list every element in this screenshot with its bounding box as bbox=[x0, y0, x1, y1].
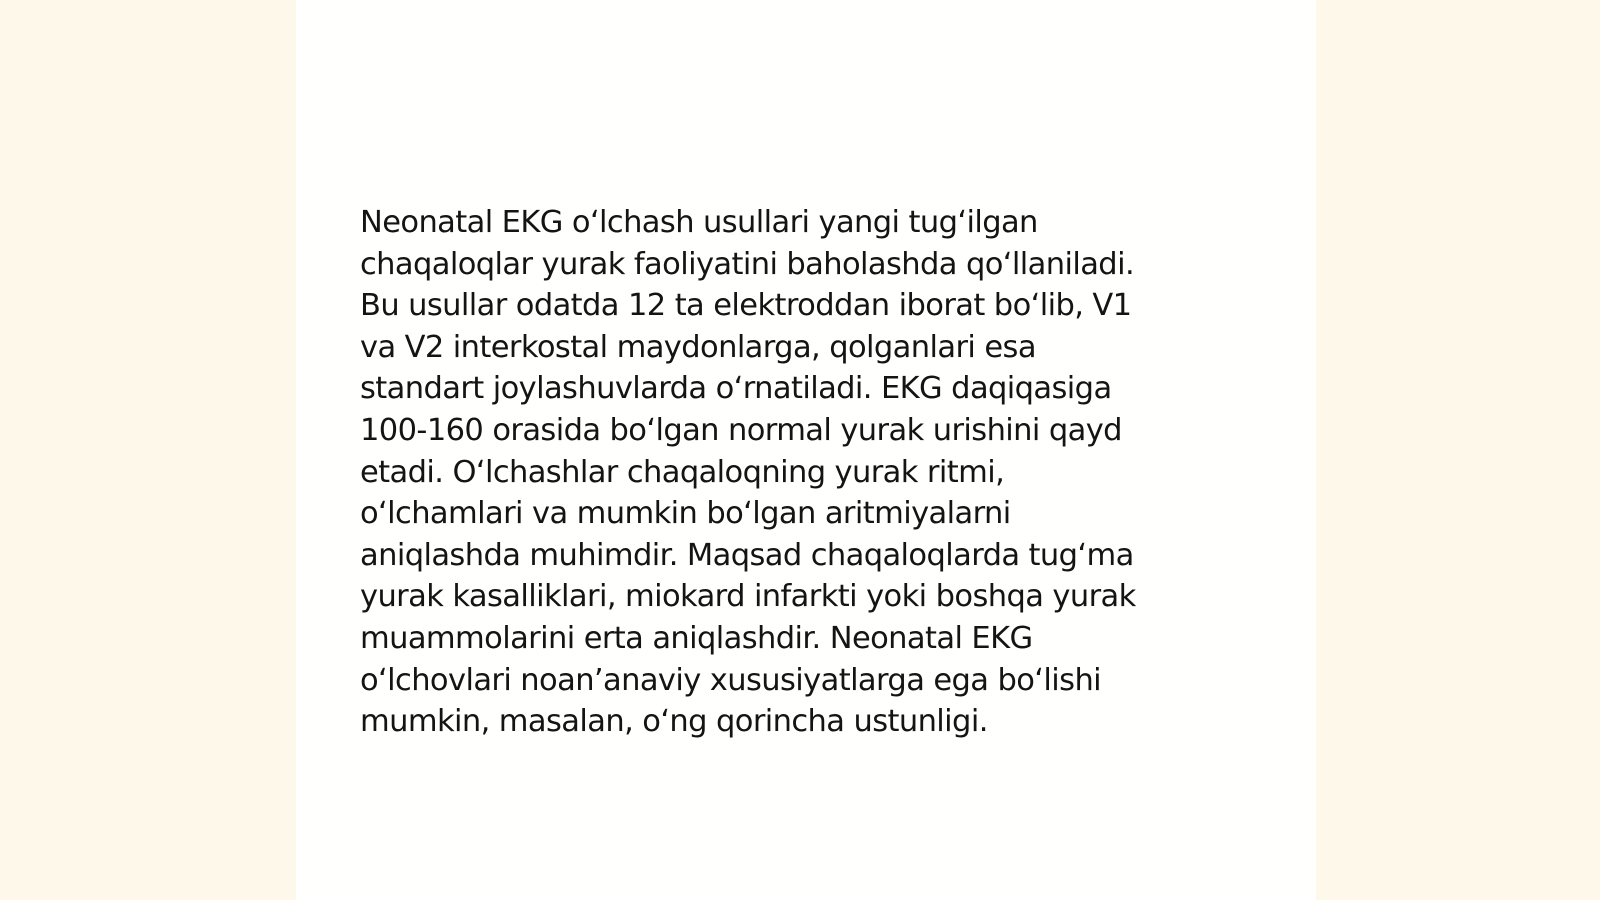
paragraph-line: oʻlchovlari noanʼanaviy xususiyatlarga ega boʻlishi bbox=[360, 662, 1102, 698]
paragraph-line: yurak kasalliklari, miokard infarkti yoki boshqa yurak bbox=[360, 579, 1136, 615]
paragraph-line: etadi. Oʻlchashlar chaqaloqning yurak ritmi, bbox=[360, 454, 1005, 490]
paragraph-line: aniqlashda muhimdir. Maqsad chaqaloqlarda tugʻma bbox=[360, 537, 1134, 573]
paragraph-line: Neonatal EKG oʻlchash usullari yangi tugʻilgan bbox=[360, 205, 1038, 240]
paragraph-line: standart joylashuvlarda oʻrnatiladi. EKG daqiqasiga bbox=[360, 371, 1112, 407]
paragraph-line: va V2 interkostal maydonlarga, qolganlari esa bbox=[360, 329, 1036, 365]
paragraph-line: mumkin, masalan, oʻng qorincha ustunligi. bbox=[360, 704, 988, 740]
paragraph-line: muammolarini erta aniqlashdir. Neonatal EKG bbox=[360, 620, 1033, 656]
body-paragraph bbox=[360, 202, 1240, 743]
paragraph-line: chaqaloqlar yurak faoliyatini baholashda qoʻllaniladi. bbox=[360, 246, 1135, 282]
document-sheet bbox=[296, 0, 1316, 900]
paragraph-line: 100-160 orasida boʻlgan normal yurak urishini qayd bbox=[360, 412, 1122, 448]
paragraph-line: oʻlchamlari va mumkin boʻlgan aritmiyalarni bbox=[360, 496, 1011, 532]
paragraph-line: Bu usullar odatda 12 ta elektroddan iborat boʻlib, V1 bbox=[360, 288, 1132, 324]
